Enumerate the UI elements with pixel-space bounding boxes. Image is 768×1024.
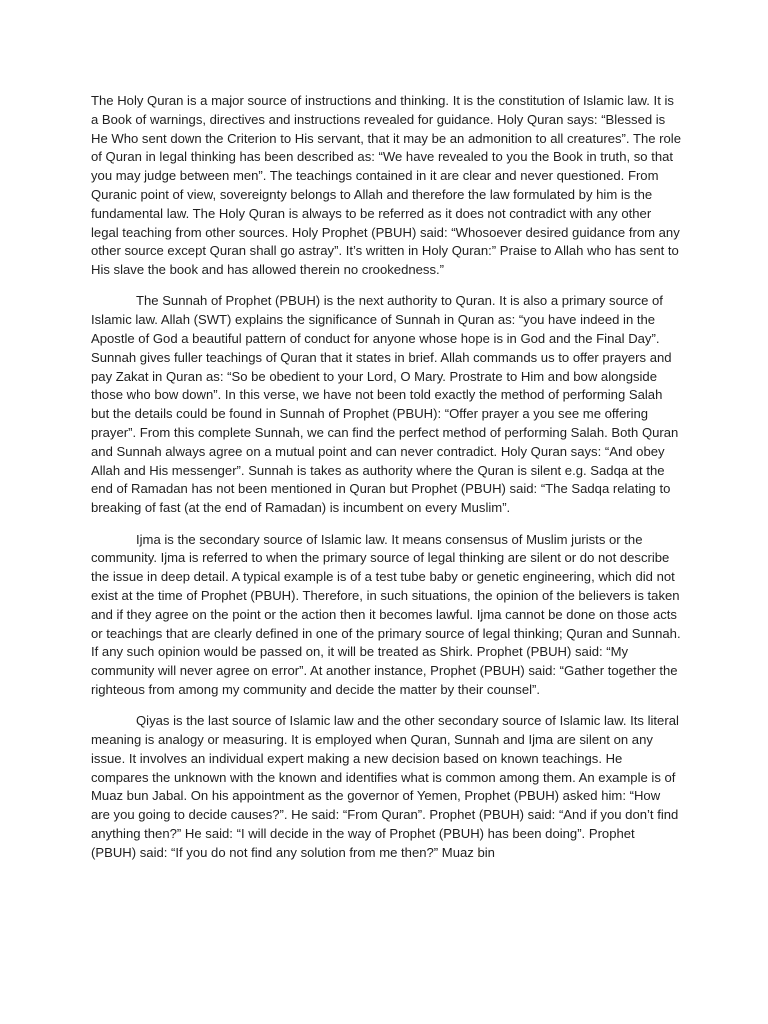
document-body	[91, 92, 681, 863]
paragraph-sunnah: The Sunnah of Prophet (PBUH) is the next authority to Quran. It is also a primary source of Islamic law. Allah (SWT) explains the significance of Sunnah in Quran as: “you have indeed in the Apostle of God a beautiful pattern of conduct for anyone whose hope is in God and the Final Day”. Sunnah gives fuller teachings of Quran that it states in brief. Allah commands us to offer prayers and pay Zakat in Quran as: “So be obedient to your Lord, O Mary. Prostrate to Him and bow alongside those who bow down”. In this verse, we have not been told exactly the method of performing Salah but the details could be found in Sunnah of Prophet (PBUH): “Offer prayer a you see me offering prayer”. From this complete Sunnah, we can find the perfect method of performing Salah. Both Quran and Sunnah always agree on a mutual point and can never contradict. Holy Quran says: “And obey Allah and His messenger”. Sunnah is takes as authority where the Quran is silent e.g. Sadqa at the end of Ramadan has not been mentioned in Quran but Prophet (PBUH) said: “The Sadqa relating to breaking of fast (at the end of Ramadan) is incumbent on every Muslim”.	[91, 293, 679, 516]
paragraph-qiyas: Qiyas is the last source of Islamic law and the other secondary source of Islamic law. Its literal meaning is analogy or measuring. It is employed when Quran, Sunnah and Ijma are silent on any issue. It involves an individual expert making a new decision based on known teachings. He compares the unknown with the known and identifies what is common among them. An example is of Muaz bun Jabal. On his appointment as the governor of Yemen, Prophet (PBUH) asked him: “How are you going to decide causes?”. He said: “From Quran”. Prophet (PBUH) said: “And if you don’t find anything then?” He said: “I will decide in the way of Prophet (PBUH) has been doing”. Prophet (PBUH) said: “If you do not find any solution from me then?” Muaz bin	[91, 713, 679, 860]
paragraph-ijma: Ijma is the secondary source of Islamic law. It means consensus of Muslim jurists or the community. Ijma is referred to when the primary source of legal thinking are silent or do not describe the issue in deep detail. A typical example is of a test tube baby or genetic engineering, which did not exist at the time of Prophet (PBUH). Therefore, in such situations, the opinion of the believers is taken and if they agree on the point or the action then it becomes lawful. Ijma cannot be done on those acts or teachings that are clearly defined in one of the primary source of legal thinking; Quran and Sunnah. If any such opinion would be passed on, it will be treated as Shirk. Prophet (PBUH) said: “My community will never agree on error”. At another instance, Prophet (PBUH) said: “Gather together the righteous from among my community and decide the matter by their counsel”.	[91, 531, 681, 697]
paragraph-quran: The Holy Quran is a major source of instructions and thinking. It is the constitution of Islamic law. It is a Book of warnings, directives and instructions revealed for guidance. Holy Quran says: “Blessed is He Who sent down the Criterion to His servant, that it may be an admonition to all creatures”. The role of Quran in legal thinking has been described as: “We have revealed to you the Book in truth, so that you may judge between men”. The teachings contained in it are clear and never questioned. From Quranic point of view, sovereignty belongs to Allah and therefore the law formulated by him is the fundamental law. The Holy Quran is always to be referred as it does not contradict with any other legal teaching from other sources. Holy Prophet (PBUH) said: “Whosoever desired guidance from any other source except Quran shall go astray”. It’s written in Holy Quran:” Praise to Allah who has sent to His slave the book and has allowed therein no crookedness.”	[91, 93, 681, 278]
